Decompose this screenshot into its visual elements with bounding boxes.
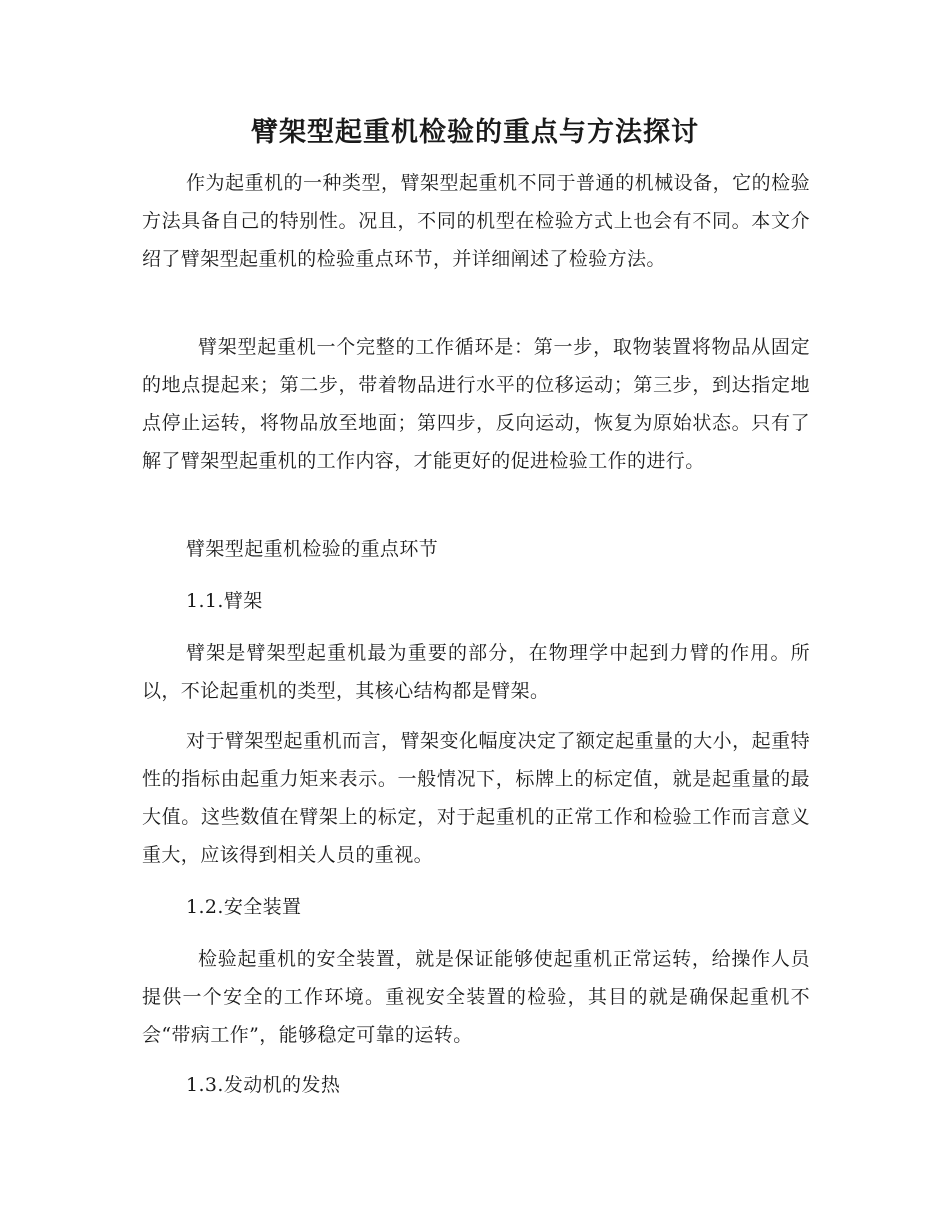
subsection-heading-safety-devices: 1.2.安全装置 [186, 896, 302, 918]
subsection-heading-engine-heat: 1.3.发动机的发热 [186, 1074, 341, 1096]
paragraph-boom-rated-load: 对于臂架型起重机而言，臂架变化幅度决定了额定起重量的大小，起重特性的指标由起重力矩来表示。一般情况下，标牌上的标定值，就是起重量的最大值。这些数值在臂架上的标定，对于起重机的正常工作和检验工作而言意义重大，应该得到相关人员的重视。 [142, 730, 810, 866]
paragraph-boom-importance: 臂架是臂架型起重机最为重要的部分，在物理学中起到力臂的作用。所以，不论起重机的类型，其核心结构都是臂架。 [142, 642, 810, 702]
paragraph-intro: 作为起重机的一种类型，臂架型起重机不同于普通的机械设备，它的检验方法具备自己的特别性。况且，不同的机型在检验方式上也会有不同。本文介绍了臂架型起重机的检验重点环节，并详细阐述了检验方法。 [142, 172, 810, 270]
paragraph-work-cycle: 臂架型起重机一个完整的工作循环是：第一步，取物装置将物品从固定的地点提起来；第二步，带着物品进行水平的位移运动；第三步，到达指定地点停止运转，将物品放至地面；第四步，反向运动，恢复为原始状态。只有了解了臂架型起重机的工作内容，才能更好的促进检验工作的进行。 [142, 336, 810, 472]
section-heading-key-links: 臂架型起重机检验的重点环节 [186, 538, 439, 560]
subsection-heading-boom: 1.1.臂架 [186, 590, 263, 612]
paragraph-safety-devices: 检验起重机的安全装置，就是保证能够使起重机正常运转，给操作人员提供一个安全的工作环境。重视安全装置的检验，其目的就是确保起重机不会“带病工作”，能够稳定可靠的运转。 [142, 948, 810, 1046]
document-title: 臂架型起重机检验的重点与方法探讨 [251, 117, 699, 148]
